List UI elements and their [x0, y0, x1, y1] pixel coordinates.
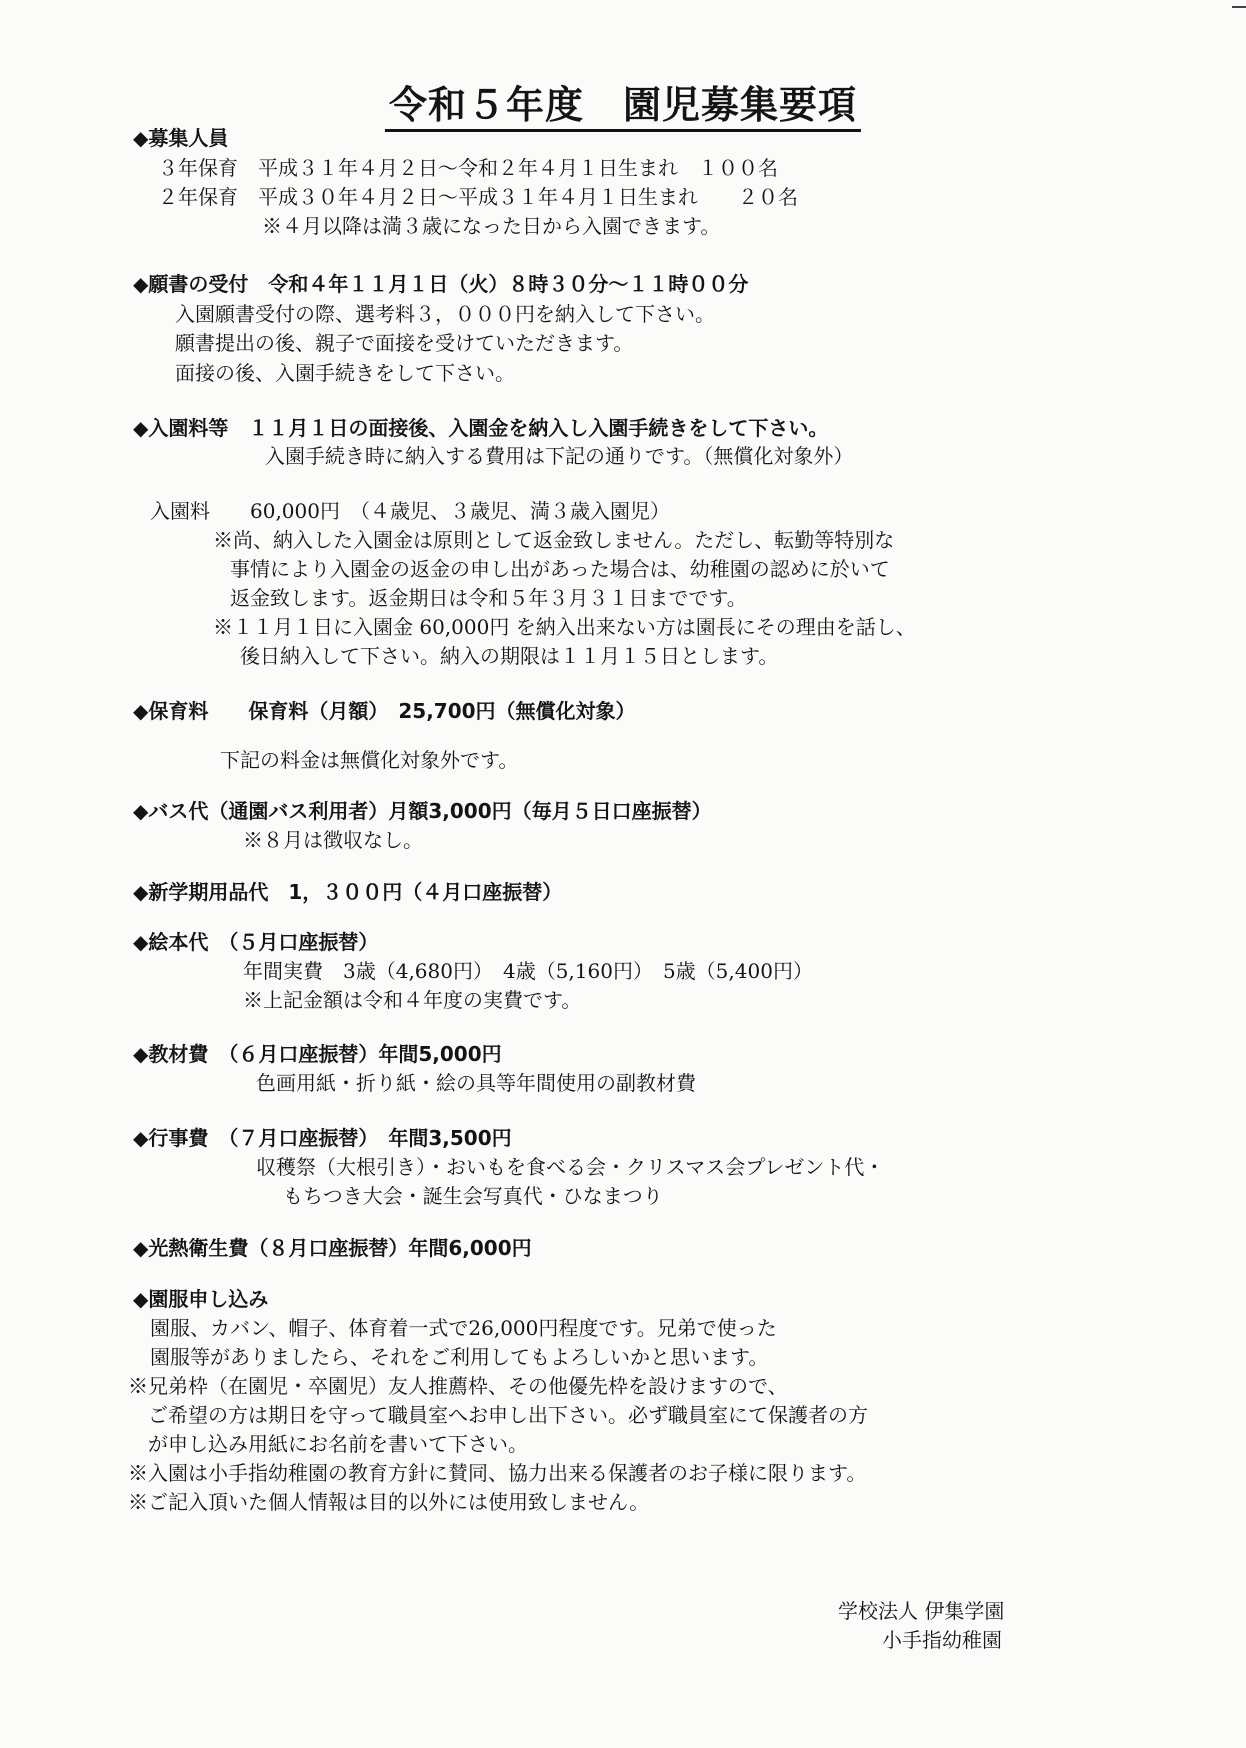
scan-edge-mark: [1232, 6, 1246, 8]
body-line: 入園料 60,000円 （４歳児、３歳児、満３歳入園児）: [150, 499, 670, 523]
body-line: 面接の後、入園手続きをして下さい。: [175, 361, 515, 385]
body-line: 収穫祭（大根引き）・おいもを食べる会・クリスマス会プレゼント代・: [256, 1155, 885, 1179]
section-heading: ◆光熱衛生費（８月口座振替）年間6,000円: [133, 1236, 532, 1260]
body-line: 事情により入園金の返金の申し出があった場合は、幼稚園の認めに於いて: [230, 557, 890, 581]
body-line: が申し込み用紙にお名前を書いて下さい。: [148, 1432, 528, 1456]
section-heading: ◆新学期用品代 1，３００円（４月口座振替）: [133, 880, 563, 904]
section-heading: ◆行事費 （７月口座振替） 年間3,500円: [133, 1126, 512, 1150]
body-line: 返金致します。返金期日は令和５年３月３１日までです。: [230, 586, 747, 610]
body-line: ２年保育 平成３０年４月２日～平成３１年４月１日生まれ ２０名: [158, 185, 798, 209]
body-line: ※１１月１日に入園金 60,000円 を納入出来ない方は園長にその理由を話し、: [213, 615, 916, 639]
section-heading: ◆入園料等 １１月１日の面接後、入園金を納入し入園手続きをして下さい。: [133, 416, 829, 440]
section-heading: ◆教材費 （６月口座振替）年間5,000円: [133, 1042, 502, 1066]
body-line: ※兄弟枠（在園児・卒園児）友人推薦枠、その他優先枠を設けますので、: [128, 1374, 788, 1398]
body-line: 入園手続き時に納入する費用は下記の通りです。（無償化対象外）: [265, 444, 854, 468]
section-heading: ◆保育料 保育料（月額） 25,700円（無償化対象）: [133, 699, 636, 723]
body-line: ※４月以降は満３歳になった日から入園できます。: [262, 214, 721, 238]
section-heading: ◆園服申し込み: [133, 1287, 269, 1311]
body-line: もちつき大会・誕生会写真代・ひなまつり: [283, 1184, 663, 1208]
body-line: ３年保育 平成３１年４月２日～令和２年４月１日生まれ １００名: [158, 156, 778, 180]
body-line: 入園願書受付の際、選考料３，０００円を納入して下さい。: [175, 302, 715, 326]
body-line: 園服、カバン、帽子、体育着一式で26,000円程度です。兄弟で使った: [150, 1316, 777, 1340]
body-line: ※ご記入頂いた個人情報は目的以外には使用致しません。: [128, 1490, 650, 1514]
body-line: ※尚、納入した入園金は原則として返金致しません。ただし、転勤等特別な: [213, 528, 895, 552]
body-line: ※入園は小手指幼稚園の教育方針に賛同、協力出来る保護者のお子様に限ります。: [128, 1461, 867, 1485]
section-heading: ◆募集人員: [133, 126, 229, 150]
body-line: 後日納入して下さい。納入の期限は１１月１５日とします。: [240, 644, 779, 668]
section-heading: ◆バス代（通園バス利用者）月額3,000円（毎月５日口座振替）: [133, 799, 712, 823]
body-line: ご希望の方は期日を守って職員室へお申し出下さい。必ず職員室にて保護者の方: [148, 1403, 868, 1427]
body-line: 下記の料金は無償化対象外です。: [220, 748, 519, 772]
body-line: 園服等がありましたら、それをご利用してもよろしいかと思います。: [150, 1345, 769, 1369]
page-title: [0, 74, 1246, 129]
signature-organization: 学校法人 伊集学園: [838, 1599, 1005, 1623]
section-heading: ◆絵本代 （５月口座振替）: [133, 930, 379, 954]
body-line: 年間実費 3歳（4,680円） 4歳（5,160円） 5歳（5,400円）: [243, 959, 813, 983]
body-line: 色画用紙・折り紙・絵の具等年間使用の副教材費: [256, 1071, 696, 1095]
body-line: ※８月は徴収なし。: [243, 828, 423, 852]
body-line: 願書提出の後、親子で面接を受けていただきます。: [175, 331, 634, 355]
page-title-text: 令和５年度 園児募集要項: [385, 83, 861, 132]
section-heading: ◆願書の受付 令和４年１１月１日（火）８時３０分～１１時００分: [133, 272, 749, 296]
body-line: ※上記金額は令和４年度の実費です。: [243, 988, 582, 1012]
signature-school: 小手指幼稚園: [882, 1628, 1002, 1652]
